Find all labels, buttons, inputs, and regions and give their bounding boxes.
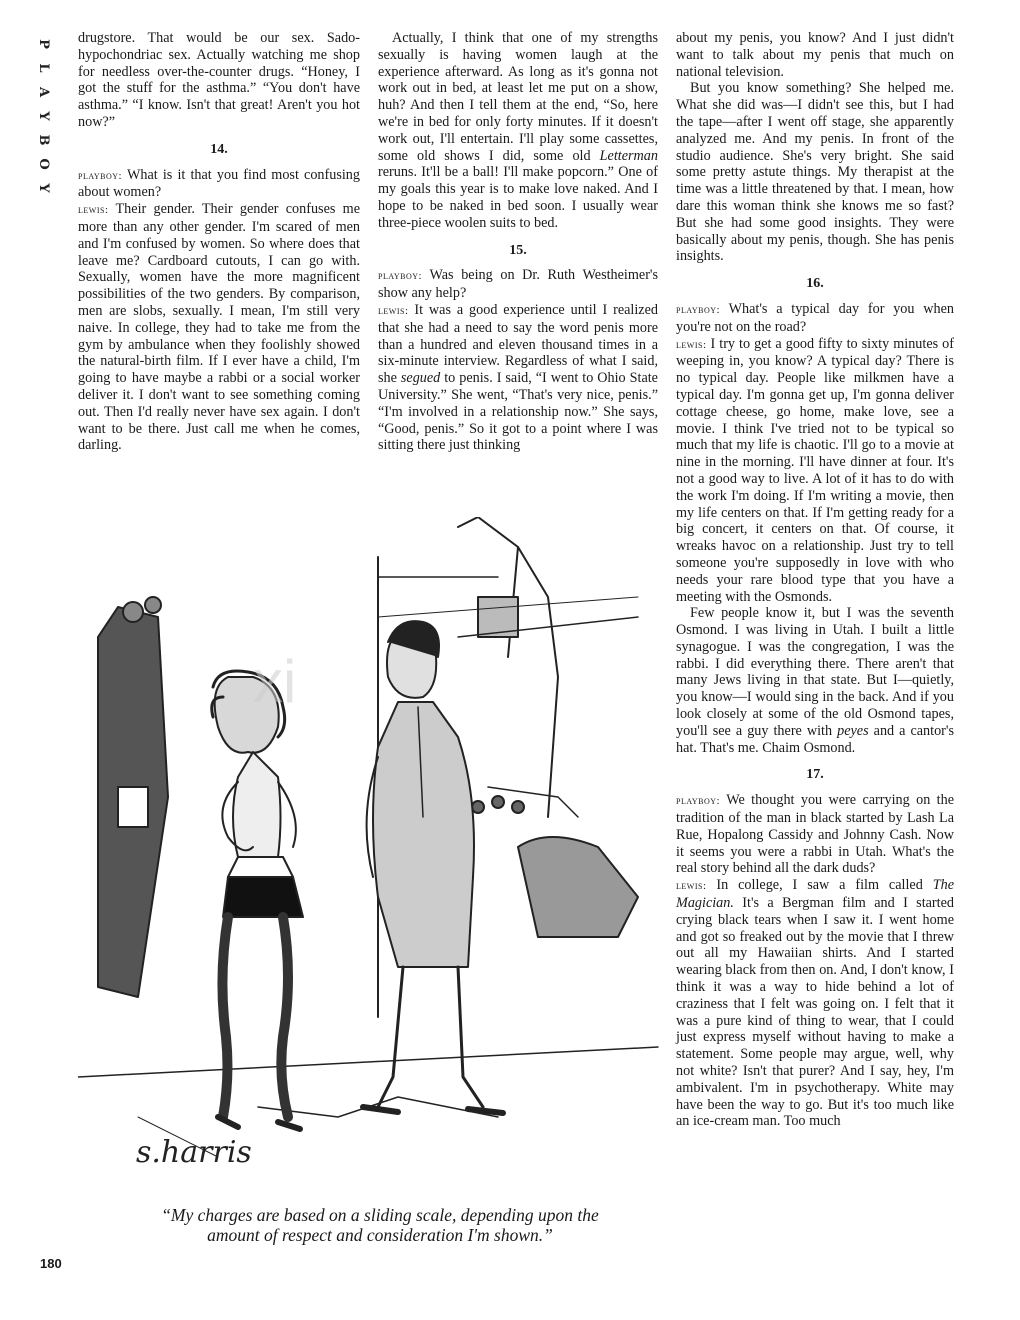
interview-answer [676, 877, 954, 1130]
speaker-label: lewis: [676, 880, 707, 893]
speaker-label: lewis: [676, 338, 707, 351]
interview-question [676, 301, 954, 336]
speaker-label: playboy: [78, 169, 123, 182]
paragraph [378, 30, 658, 232]
speaker-label: playboy: [676, 303, 721, 316]
question-number: 14. [210, 141, 228, 157]
text-column-2 [378, 30, 658, 454]
text-run: and a cantor's hat. That's me. Chaim Osmond. [676, 722, 954, 756]
logo-letter: Y [36, 183, 51, 193]
logo-letter: P [36, 39, 51, 49]
question-text: Was being on Dr. Ruth Westheimer's show any help? [378, 267, 658, 302]
logo-letter: Y [36, 111, 51, 121]
question-number: 17. [806, 767, 824, 783]
interview-answer [676, 336, 954, 606]
text-column-1 [78, 30, 360, 454]
paragraph: about my penis, you know? And I just didn't want to talk about my penis that much on national television. [676, 30, 954, 80]
paragraph: But you know something? She helped me. What she did was—I didn't see this, but I had the tape—after I went off stage, she apparently analyzed me. And my penis. In front of the studio audience. She's very bright. She said some pretty astute things. My therapist at the time was a little threatened by that. I mean, how dare this woman think she knows me so fast? But she had some good insights. They were basically about my penis, though. She has penis insights. [676, 80, 954, 265]
paragraph: drugstore. That would be our sex. Sado-hypochondriac sex. Actually watching me shop for needless over-the-counter drugs. “Honey, I got the stuff for the asthma.” “You don't have asthma.” “I know. Isn't that great! Aren't you hot now?” [78, 30, 360, 130]
artist-signature: s.harris [136, 1135, 252, 1170]
question-number: 15. [509, 242, 527, 258]
cartoon-illustration [78, 517, 660, 1197]
watermark-text: xi [253, 648, 297, 715]
text-run: Few people know it, but I was the seventh Osmond. I was living in Utah. I built a little synagogue. I was the congregation, I was the rabbi. I did everything there. There aren't that many Jews living in that state. But I—quietly, you know—I would sing in the back. And if you look closely at some of the old Osmond tapes, you'll see a guy there with [676, 605, 954, 739]
speaker-label: lewis: [378, 304, 409, 317]
answer-text: I try to get a good fifty to sixty minutes of weeping in, you know? A typical day? There is no typical day. People like milkmen have a typical day. I'm gonna get up, I'm gonna deliver cottage cheese, go home, make love, see a movie. I think I've tried not to be typical so much that my life is chaotic. I'll go to a movie at nine in the morning. I'll have dinner at four. It's not a good way to live. A lot of it has to do with the work I'm doing. If I'm writing a movie, then my life centers on that. If I'm getting ready for a big concert, it centers on that. Of course, it wreaks havoc on a relationship. Just try to tell someone you're supposedly in love with who needs your rare blood type that you have a meeting with the Osmonds. [676, 335, 954, 605]
speaker-label: playboy: [378, 270, 423, 283]
text-run: to penis. I said, “I went to Ohio State University.” She went, “That's very nice, penis.” “I'm involved in a relationship now.” She says, “Good, penis.” So it got to a point where I was sitting there just thinking [378, 370, 658, 454]
playboy-vertical-logo [30, 32, 56, 200]
question-text: What is it that you find most confusing about women? [78, 166, 360, 201]
paragraph [676, 605, 954, 756]
question-text: What's a typical day for you when you're not on the road? [676, 300, 954, 335]
text-run: Actually, I think that one of my strengths sexually is having women laugh at the experience afterward. As long as it's gonna not work out in bed, at least let me put on a show, huh? And then I tell them at the end, “So, here we're in bed for only forty minutes. If it doesn't work out, I'll entertain. I'll play some cassettes, some old shows I did, some old [378, 30, 658, 164]
text-column-3 [676, 30, 954, 1130]
answer-text: Their gender. Their gender confuses me more than any other gender. I'm scared of men and I'm confused by women. So where does that leave me? Cardboard cutouts, I can go with. Sexually, women have the more magnificent possibilities of the two genders. By comparison, men are slobs, sexually. I mean, I'm still very naive. In college, they had to take me from the gym by ambulance when they foolishly showed the natural-birth film. If I ever have a child, I'm going to have maybe a rabbi or a social worker deliver it. I don't want to see something coming out. Then I'd really never have sex again. I don't want to be there. Just call me when he comes, darling. [78, 201, 360, 454]
interview-question [78, 167, 360, 202]
interview-answer [378, 302, 658, 454]
interview-question [676, 792, 954, 877]
speaker-label: lewis: [78, 204, 109, 217]
italic-run: The Magician. [676, 877, 954, 912]
logo-letter: O [36, 158, 51, 170]
speaker-label: playboy: [676, 795, 721, 808]
interview-answer [78, 201, 360, 454]
page-number: 180 [40, 1256, 62, 1271]
interview-question [378, 267, 658, 302]
question-number: 16. [806, 276, 824, 292]
text-run: reruns. It'll be a ball! I'll make popcorn.” One of my goals this year is to make love naked. And I hope to be naked in bed soon. I usually wear three-piece woolen suits to bed. [378, 164, 658, 231]
italic-run: segued [400, 370, 441, 387]
cartoon-caption: “My charges are based on a sliding scale, depending upon the amount of respect and consideration I'm shown.” [161, 1205, 599, 1245]
italic-run: peyes [837, 722, 869, 739]
logo-letter: A [36, 86, 51, 98]
text-run: It's a Bergman film and I started crying black tears when I saw it. I went home and got so freaked out by the movie that I threw out all my Hawaiian shirts. And I started wearing black from then on. And, I don't know, I think it was a way to hide behind a lot of craziness that I felt was going on. I felt that it was a pure kind of thing to wear, that I could just express myself without having to make a statement. Some people may argue, well, why not white? Isn't that purer? And I say, hey, I'm ambivalent. I'm in psychotherapy. White may have been the way to go. But it's too much like an ice-cream man. Too much [676, 895, 954, 1130]
question-text: We thought you were carrying on the tradition of the man in black started by Lash La Rue, Hopalong Cassidy and Johnny Cash. Now it seems you were a rabbi in Utah. What's the real story behind all the dark duds? [676, 792, 954, 877]
logo-letter: B [36, 134, 51, 146]
text-run: It was a good experience until I realized that she had a need to say the word penis more than a hundred and eleven thousand times in a six-minute interview. Regardless of what I said, she [378, 301, 658, 387]
text-run: In college, I saw a film called [706, 877, 933, 894]
logo-letter: L [36, 63, 51, 73]
italic-run: Letterman [599, 147, 658, 164]
